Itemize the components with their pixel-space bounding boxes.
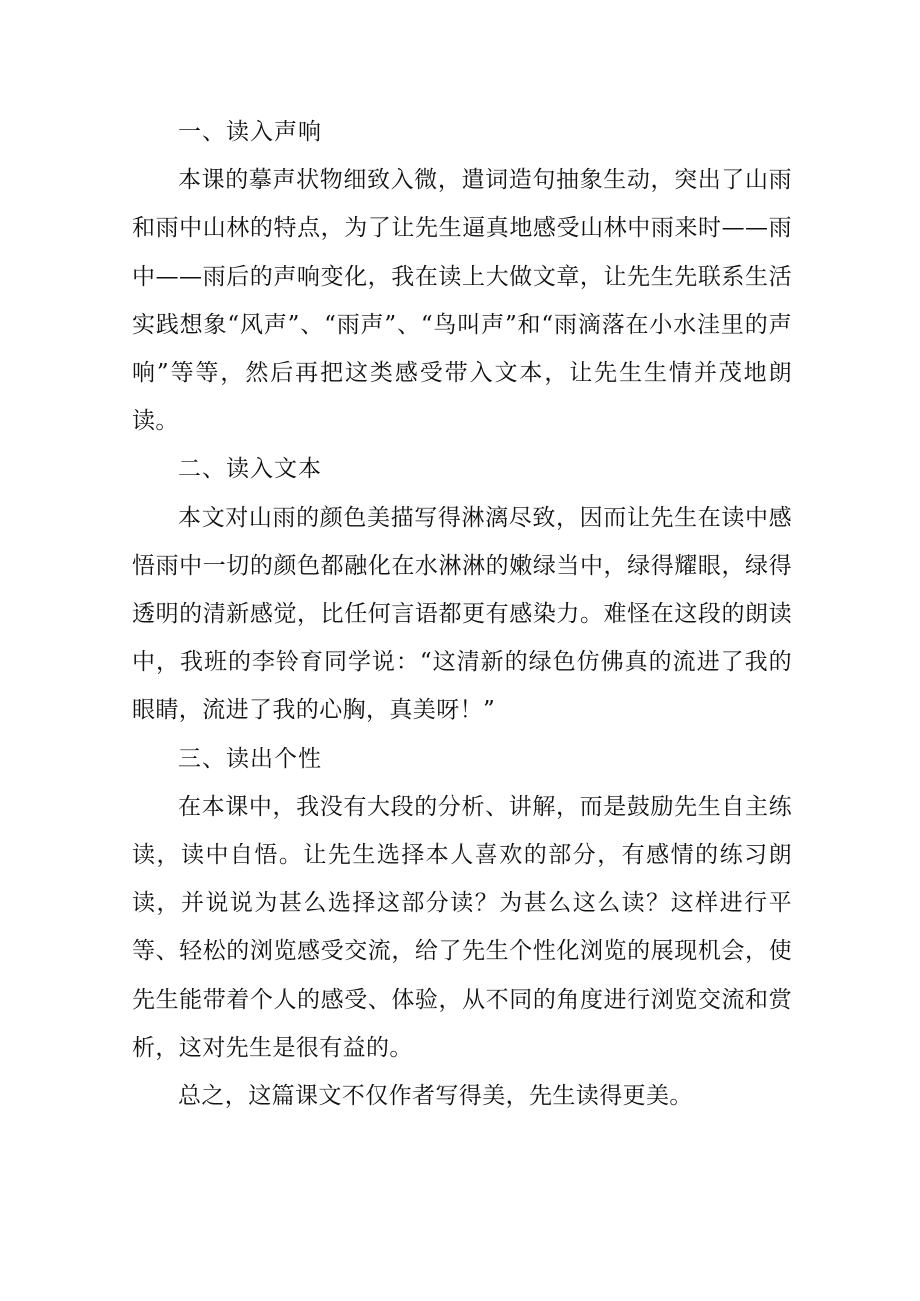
section-paragraph-3: 在本课中，我没有大段的分析、讲解，而是鼓励先生自主练读，读中自悟。让先生选择本人喜欢的部分，有感情的练习朗读，并说说为甚么选择这部分读？为甚么这么读？这样进行平等、轻松的浏览感受交流，给了先生个性化浏览的展现机会，使先生能带着个人的感受、体验，从不同的角度进行浏览交流和赏析，这对先生是很有益的。 [132, 793, 792, 1061]
section-heading-2: 二、读入文本 [178, 456, 322, 483]
section-heading-3: 三、读出个性 [178, 745, 322, 772]
section-paragraph-2: 本文对山雨的颜色美描写得淋漓尽致，因而让先生在读中感悟雨中一切的颜色都融化在水淋淋的嫩绿当中，绿得耀眼，绿得透明的清新感觉，比任何言语都更有感染力。难怪在这段的朗读中，我班的李铃育同学说：“这清新的绿色仿佛真的流进了我的眼睛，流进了我的心胸，真美呀！” [132, 504, 792, 724]
conclusion-paragraph: 总之，这篇课文不仅作者写得美，先生读得更美。 [178, 1083, 693, 1110]
section-paragraph-1: 本课的摹声状物细致入微，遣词造句抽象生动，突出了山雨和雨中山林的特点，为了让先生逼真地感受山林中雨来时——雨中——雨后的声响变化，我在读上大做文章，让先生先联系生活实践想象“风声”、“雨声”、“鸟叫声”和“雨滴落在小水洼里的声响”等等，然后再把这类感受带入文本，让先生生情并茂地朗读。 [132, 167, 792, 435]
section-heading-1: 一、读入声响 [178, 119, 322, 145]
document-body [132, 108, 792, 1120]
